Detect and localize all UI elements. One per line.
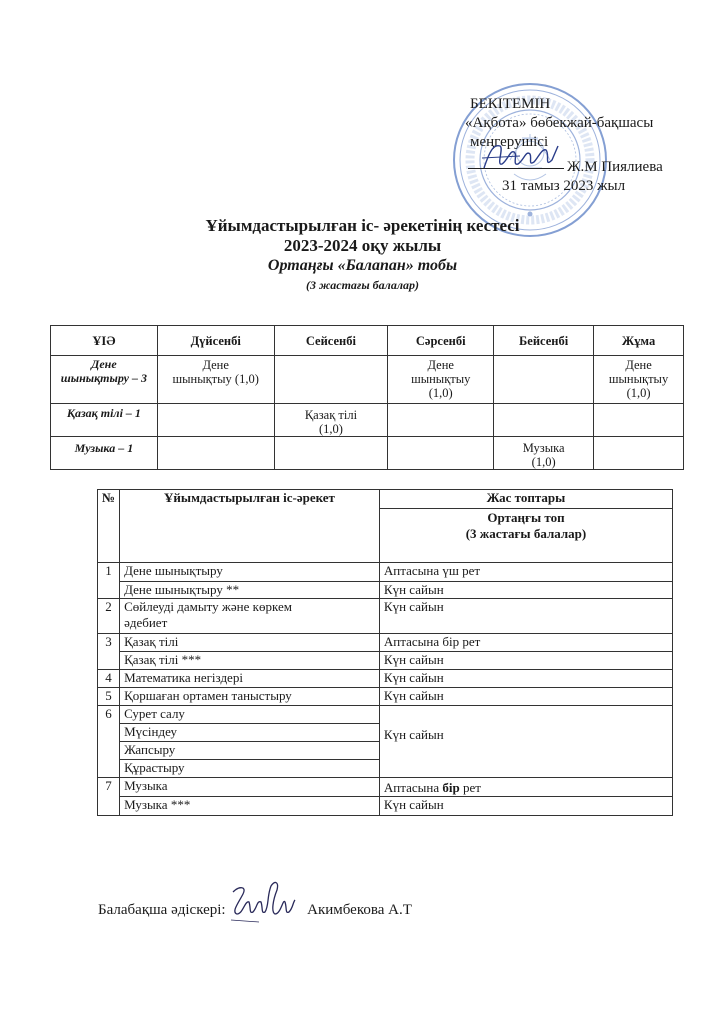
approval-heading: БЕКІТЕМІН [470, 96, 551, 112]
activity-frequency: Күн сайын [379, 582, 672, 599]
column-header-subject: ҰІӘ [51, 326, 158, 356]
schedule-cell [157, 437, 274, 470]
approval-date: 31 тамыз 2023 жыл [502, 178, 626, 194]
approval-organization: «Ақбота» бөбекжай-бақшасы [465, 115, 654, 131]
column-header-activity: Ұйымдастырылған іс-әрекет [120, 490, 380, 563]
schedule-cell [594, 404, 684, 437]
activity-row [98, 778, 673, 797]
schedule-row [51, 404, 684, 437]
activity-number: 1 [98, 563, 120, 599]
row-subject: Қазақ тілі – 1 [51, 404, 158, 437]
activity-frequency: Аптасына үш рет [379, 563, 672, 582]
activity-frequency: Күн сайын [379, 599, 672, 634]
activity-row [98, 797, 673, 816]
activity-header-row [98, 490, 673, 509]
activity-row [98, 670, 673, 688]
activity-frequency-table [97, 489, 673, 816]
activity-frequency: Күн сайын [379, 706, 672, 778]
activity-number: 6 [98, 706, 120, 778]
document-title: Ұйымдастырылған іс- әрекетінің кестесі [205, 216, 520, 235]
column-header-wednesday: Сәрсенбі [388, 326, 494, 356]
methodologist-signature-block [98, 878, 412, 924]
row-subject: Дене шынықтыру – 3 [51, 356, 158, 404]
schedule-cell [274, 437, 388, 470]
schedule-cell: Дене шынықтыу (1,0) [388, 356, 494, 404]
activity-name: Жапсыру [120, 742, 380, 760]
activity-frequency: Күн сайын [379, 688, 672, 706]
activity-name: Музыка [120, 778, 380, 797]
activity-number: 2 [98, 599, 120, 634]
director-signature [480, 140, 560, 174]
activity-row [98, 634, 673, 652]
activity-name: Қоршаған ортамен таныстыру [120, 688, 380, 706]
column-header-age-groups: Жас топтары [379, 490, 672, 509]
schedule-cell [388, 437, 494, 470]
column-header-monday: Дүйсенбі [157, 326, 274, 356]
activity-frequency: Аптасына бір рет [379, 634, 672, 652]
column-header-group [379, 509, 672, 563]
activity-row [98, 688, 673, 706]
schedule-row [51, 437, 684, 470]
activity-name: Қазақ тілі *** [120, 652, 380, 670]
methodologist-signature [229, 878, 297, 924]
column-header-thursday: Бейсенбі [494, 326, 594, 356]
frequency-text: Аптасына [383, 780, 443, 795]
schedule-cell: Қазақ тілі (1,0) [274, 404, 388, 437]
activity-number: 4 [98, 670, 120, 688]
activity-name: Дене шынықтыру [120, 563, 380, 582]
activity-name: Сурет салу [120, 706, 380, 724]
schedule-cell: Дене шынықтыу (1,0) [594, 356, 684, 404]
group-name: Ортаңғы «Балапан» тобы [267, 257, 458, 274]
activity-number: 5 [98, 688, 120, 706]
frequency-emphasis: бір [442, 780, 460, 795]
activity-name: Сөйлеуді дамыту және көркем әдебиет [120, 599, 380, 634]
column-header-tuesday: Сейсенбі [274, 326, 388, 356]
schedule-cell [594, 437, 684, 470]
schedule-cell [494, 404, 594, 437]
schedule-cell [274, 356, 388, 404]
group-age: (3 жастағы балалар) [306, 278, 419, 292]
activity-name: Мүсіндеу [120, 724, 380, 742]
activity-row [98, 652, 673, 670]
methodologist-label: Балабақша әдіскері: [98, 902, 226, 918]
approval-role: меңгерушісі [470, 134, 549, 150]
academic-year: 2023-2024 оқу жылы [283, 236, 442, 255]
group-age-label: (3 жастағы балалар) [465, 526, 587, 541]
weekly-schedule-table [50, 325, 684, 470]
schedule-cell [494, 356, 594, 404]
activity-frequency [379, 778, 672, 797]
schedule-cell [157, 404, 274, 437]
methodologist-name: Акимбекова А.Т [307, 902, 412, 918]
activity-frequency: Күн сайын [379, 797, 672, 816]
schedule-cell: Музыка (1,0) [494, 437, 594, 470]
approval-signatory: Ж.М Пиялиева [567, 159, 663, 175]
column-header-number: № [98, 490, 120, 563]
group-name-label: Ортаңғы топ [487, 510, 565, 525]
activity-name: Құрастыру [120, 760, 380, 778]
activity-row [98, 599, 673, 634]
activity-number: 7 [98, 778, 120, 816]
activity-name: Музыка *** [120, 797, 380, 816]
activity-frequency: Күн сайын [379, 652, 672, 670]
column-header-friday: Жұма [594, 326, 684, 356]
activity-row [98, 706, 673, 724]
activity-name: Қазақ тілі [120, 634, 380, 652]
row-subject: Музыка – 1 [51, 437, 158, 470]
schedule-cell: Дене шынықтыу (1,0) [157, 356, 274, 404]
activity-name: Математика негіздері [120, 670, 380, 688]
activity-name: Дене шынықтыру ** [120, 582, 380, 599]
frequency-text: рет [459, 780, 481, 795]
schedule-cell [388, 404, 494, 437]
activity-row [98, 582, 673, 599]
activity-row [98, 563, 673, 582]
schedule-header-row [51, 326, 684, 356]
schedule-row [51, 356, 684, 404]
activity-frequency: Күн сайын [379, 670, 672, 688]
activity-number: 3 [98, 634, 120, 670]
